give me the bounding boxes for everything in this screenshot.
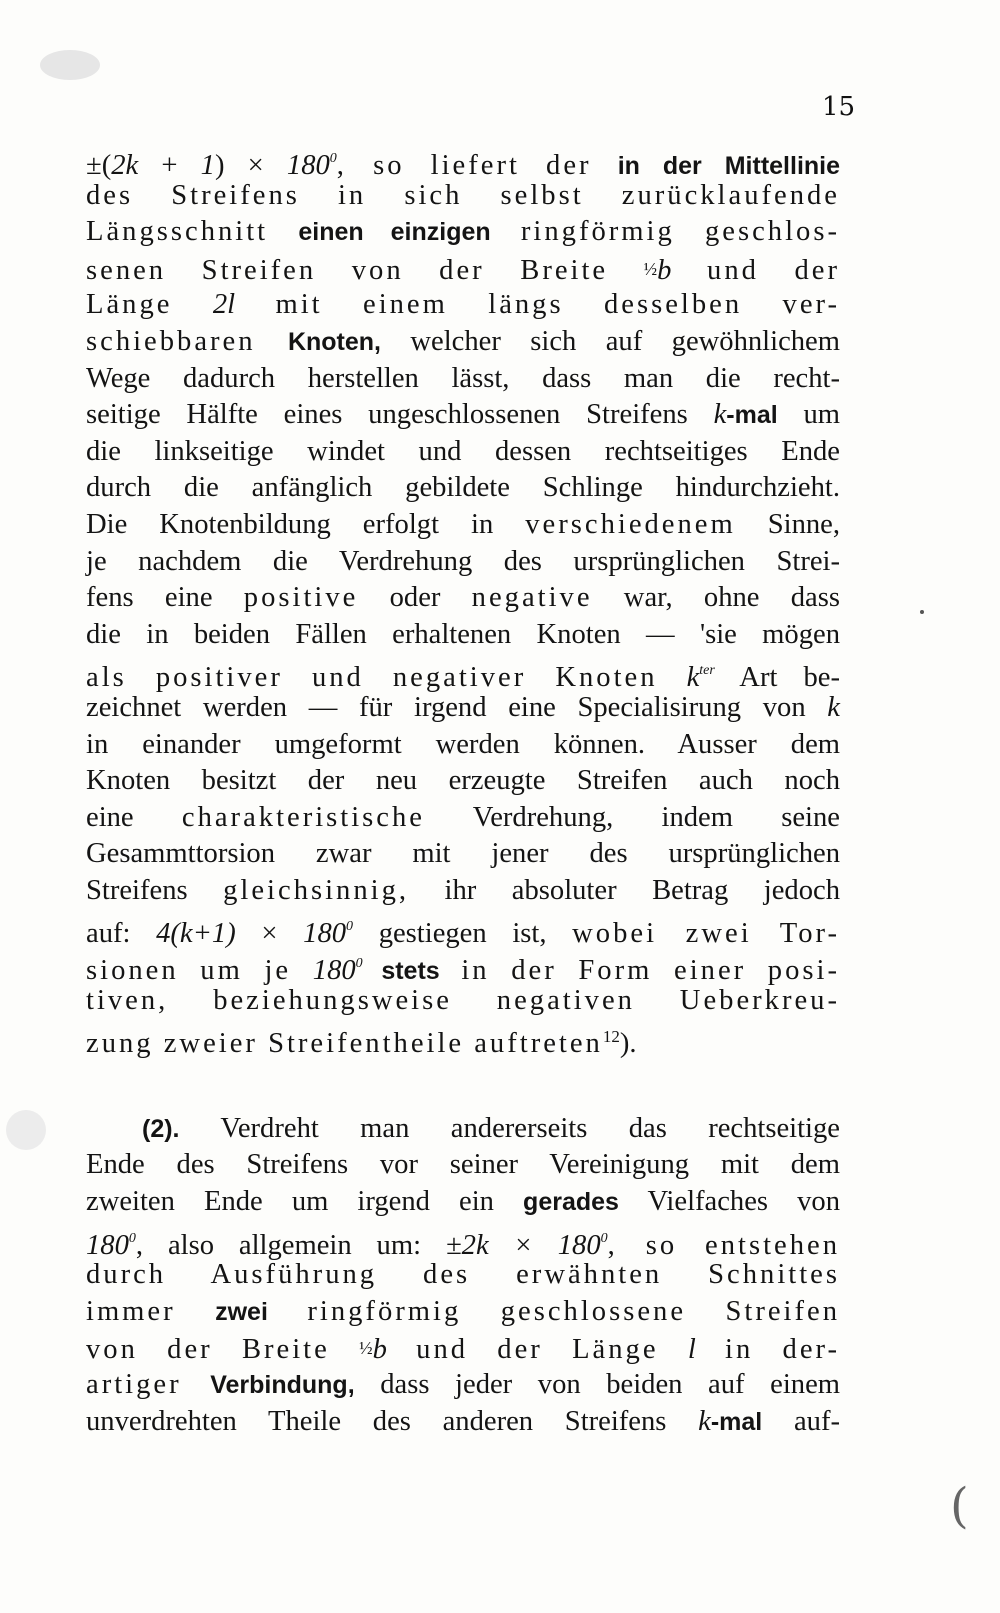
text-line: seitige Hälfte eines ungeschlossenen Streifens k-mal um xyxy=(86,399,841,431)
text-line: Länge 2l mit einem längs desselben ver- xyxy=(86,289,841,321)
body-text xyxy=(86,141,840,1440)
page-number: 15 xyxy=(822,92,856,122)
text-line: je nachdem die Verdrehung des ursprünglichen Strei- xyxy=(86,545,840,577)
text-line: zweiten Ende um irgend ein gerades Vielfaches von xyxy=(86,1186,840,1218)
text-line: die linkseitige windet und dessen rechtseitiges Ende xyxy=(86,435,840,467)
text-line: durch die anfänglich gebildete Schlinge hindurchzieht. xyxy=(86,472,840,504)
bold-phrase: in der Mittellinie xyxy=(617,152,841,180)
text-line: immer zwei ringförmig geschlossene Streifen xyxy=(86,1295,840,1327)
scan-speck xyxy=(920,610,924,614)
text-line: Knoten besitzt der neu erzeugte Streifen auch noch xyxy=(86,765,840,797)
text-line: als positiver und negativer Knoten $k^{ter}$ Art be- xyxy=(86,662,840,694)
text-line: Gesammttorsion zwar mit jener des ursprünglichen xyxy=(86,838,840,870)
paragraph-gap xyxy=(86,1056,840,1111)
text-line: zung zweier Streifentheile auftreten$^{12}$). xyxy=(86,1027,637,1060)
text-line: schiebbaren Knoten, welcher sich auf gewöhnlichem xyxy=(86,325,840,357)
text-line: sionen um je $180^0$ stets in der Form einer posi- xyxy=(86,955,840,987)
text-line: von der Breite ½b und der Länge l in der- xyxy=(86,1334,841,1366)
text-line: Streifens gleichsinnig, ihr absoluter Betrag jedoch xyxy=(86,874,840,906)
footnote-reference: 12 xyxy=(602,1027,620,1047)
text-line: artiger Verbindung, dass jeder von beiden auf einem xyxy=(86,1369,841,1400)
text-line: (2). Verdreht man andererseits das rechtseitige xyxy=(142,1112,840,1144)
scan-smudge xyxy=(6,1110,46,1150)
text-line: Ende des Streifens vor seiner Vereinigung mit dem xyxy=(86,1149,840,1181)
text-line: $180^0$, also allgemein um: $\pm 2k \times 180^0$, so entstehen xyxy=(86,1229,841,1261)
paragraph-number: (2). xyxy=(142,1114,180,1143)
text-line: $\pm(2k + 1) \times 180^0$, so liefert der in der Mittellinie xyxy=(86,150,841,181)
text-line: senen Streifen von der Breite ½b und der xyxy=(86,254,840,286)
text-line: Die Knotenbildung erfolgt in verschiedenem Sinne, xyxy=(86,508,841,540)
text-line: die in beiden Fällen erhaltenen Knoten — 'sie mögen xyxy=(86,618,840,650)
text-line: in einander umgeformt werden können. Ausser dem xyxy=(86,728,840,760)
text-line: auf: $4(k+1) \times 180^0$ gestiegen ist, wobei zwei Tor- xyxy=(86,918,841,950)
text-line: des Streifens in sich selbst zurücklaufende xyxy=(86,179,840,211)
scan-smudge xyxy=(40,50,100,80)
margin-mark: ( xyxy=(950,1478,969,1534)
text-line: fens eine positive oder negative war, ohne dass xyxy=(86,582,841,614)
text-line: eine charakteristische Verdrehung, indem seine xyxy=(86,801,840,833)
text-line: Wege dadurch herstellen lässt, dass man die recht- xyxy=(86,362,840,394)
text-line: durch Ausführung des erwähnten Schnittes xyxy=(86,1259,840,1291)
text-line: zeichnet werden — für irgend eine Specialisirung von k xyxy=(86,691,840,723)
text-line: tiven, beziehungsweise negativen Ueberkreu- xyxy=(86,984,840,1016)
text-line: unverdrehten Theile des anderen Streifens k-mal auf- xyxy=(86,1405,840,1437)
text-line: Längsschnitt einen einzigen ringförmig geschlos- xyxy=(86,216,840,248)
